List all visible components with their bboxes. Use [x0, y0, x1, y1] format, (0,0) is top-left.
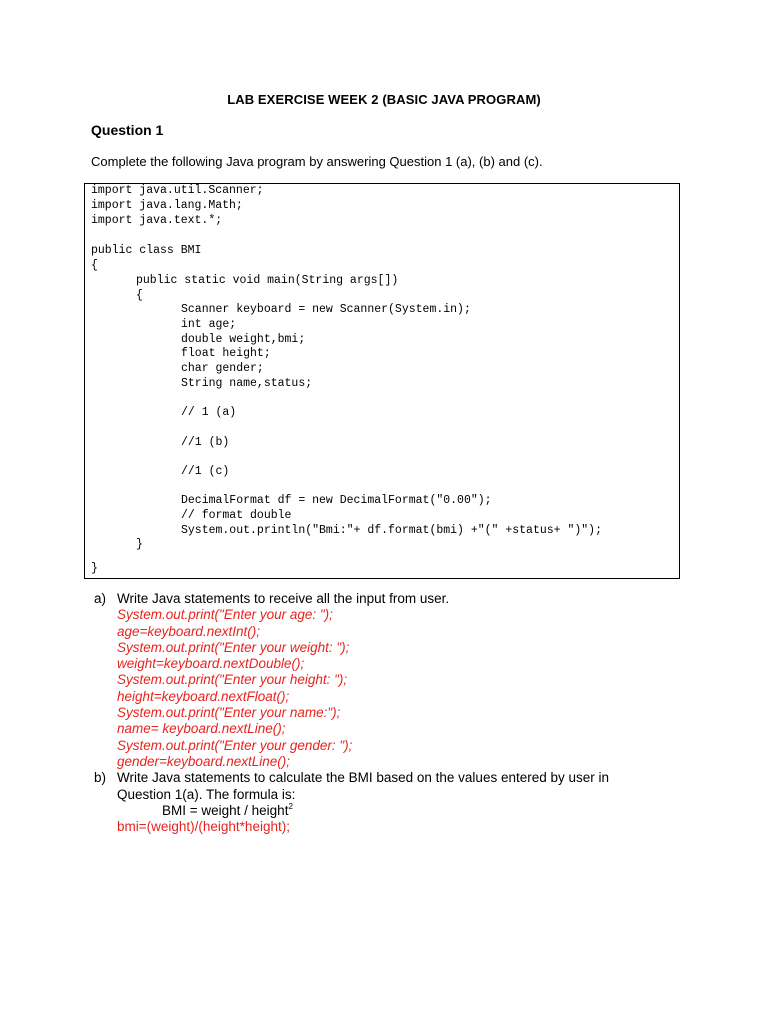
answer-line: height=keyboard.nextFloat(); [117, 688, 290, 704]
question-part-a [94, 591, 694, 770]
code-line: import java.util.Scanner; [91, 184, 264, 197]
answer-line: System.out.print("Enter your weight: "); [117, 639, 350, 655]
code-line: String name,status; [181, 377, 313, 390]
bmi-formula [117, 803, 694, 819]
part-marker: b) [94, 770, 107, 786]
answer-line: System.out.print("Enter your name:"); [117, 705, 341, 721]
question-text: Question 1(a). The formula is: [117, 786, 296, 802]
code-line: { [136, 289, 143, 302]
formula-text: BMI = weight / height [162, 802, 289, 818]
document-title: LAB EXERCISE WEEK 2 (BASIC JAVA PROGRAM) [227, 92, 541, 107]
instruction-text: Complete the following Java program by answering Question 1 (a), (b) and (c). [91, 154, 543, 169]
answer-line: System.out.print("Enter your height: "); [117, 672, 348, 688]
code-line: int age; [181, 318, 237, 331]
code-comment: // format double [181, 509, 292, 522]
answer-line: gender=keyboard.nextLine(); [117, 753, 290, 769]
code-line: } [91, 562, 98, 575]
code-comment: //1 (c) [181, 465, 230, 478]
code-comment: // 1 (a) [181, 406, 237, 419]
question-heading: Question 1 [91, 122, 164, 138]
code-line: char gender; [181, 362, 264, 375]
question-part-b [94, 770, 694, 835]
code-line: float height; [181, 347, 271, 360]
answer-line: name= keyboard.nextLine(); [117, 721, 286, 737]
code-line: { [91, 259, 98, 272]
code-line: public static void main(String args[]) [136, 274, 399, 287]
answer-line: System.out.print("Enter your age: "); [117, 607, 333, 623]
code-line: DecimalFormat df = new DecimalFormat("0.00"); [181, 494, 492, 507]
answer-line: bmi=(weight)/(height*height); [117, 819, 290, 835]
question-text: Write Java statements to calculate the BMI based on the values entered by user in [117, 770, 610, 786]
formula-exponent: 2 [288, 801, 293, 811]
code-line: import java.text.*; [91, 214, 223, 227]
code-line: double weight,bmi; [181, 333, 306, 346]
answer-line: age=keyboard.nextInt(); [117, 623, 260, 639]
questions-section [94, 591, 694, 835]
code-line: import java.lang.Math; [91, 199, 243, 212]
answer-line: weight=keyboard.nextDouble(); [117, 656, 305, 672]
code-comment: //1 (b) [181, 436, 230, 449]
code-line: } [136, 538, 143, 551]
part-marker: a) [94, 591, 107, 606]
answer-line: System.out.print("Enter your gender: "); [117, 737, 353, 753]
code-line: public class BMI [91, 244, 202, 257]
code-line: System.out.println("Bmi:"+ df.format(bmi) +"(" +status+ ")"); [181, 524, 602, 537]
question-text: Write Java statements to receive all the input from user. [117, 591, 450, 606]
code-listing-box [84, 183, 680, 579]
code-line: Scanner keyboard = new Scanner(System.in); [181, 303, 471, 316]
